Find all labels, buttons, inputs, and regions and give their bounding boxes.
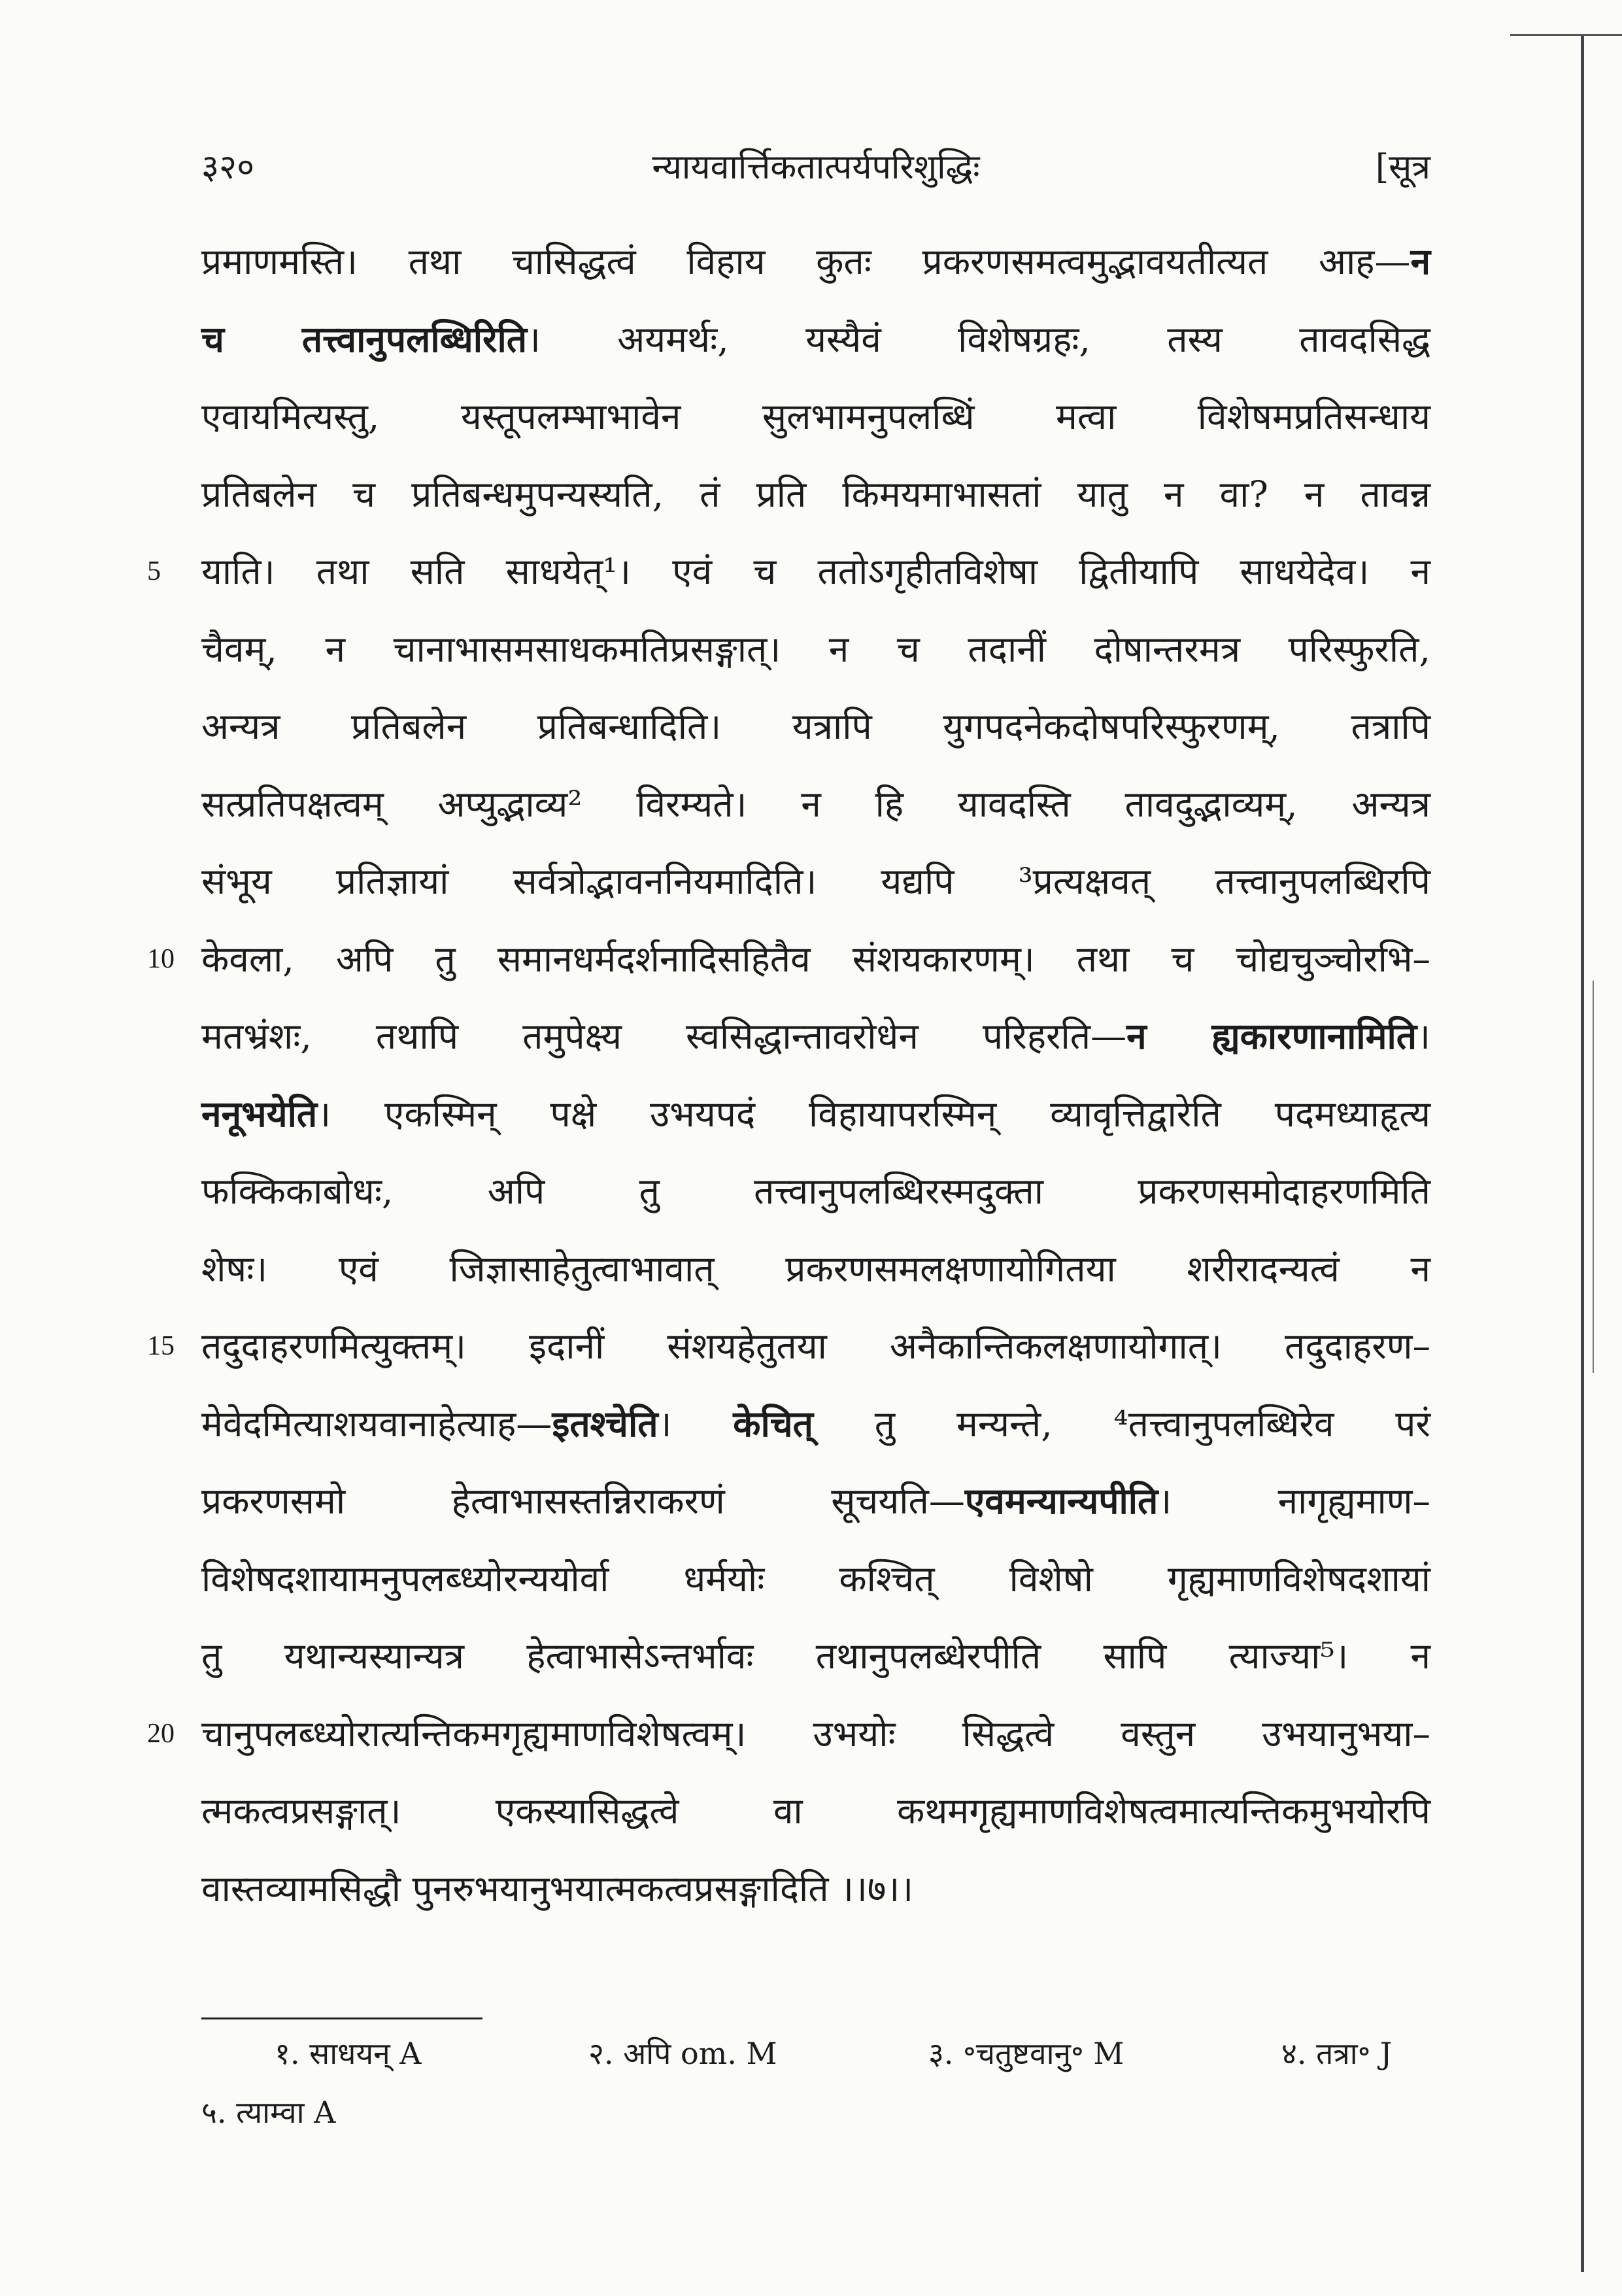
text-run: सत्प्रतिपक्षत्वम् अप्युद्भाव्य² विरम्यते। न हि यावदस्ति तावदुद्भाव्यम्, अन्यत्र xyxy=(201,783,1430,825)
text-run: अन्यत्र प्रतिबलेन प्रतिबन्धादिति। यत्रापि युगपदनेकदोषपरिस्फुरणम्, तत्रापि xyxy=(201,705,1430,747)
footnote-rule xyxy=(201,2017,482,2019)
text-line xyxy=(201,1540,1430,1618)
text-line xyxy=(201,610,1430,688)
text-line xyxy=(201,455,1430,533)
text-run: याति। तथा सति साधयेत्¹। एवं च ततोऽगृहीतविशेषा द्वितीयापि साधयेदेव। न xyxy=(201,550,1431,592)
text-run: वास्तव्यामसिद्धौ पुनरुभयानुभयात्मकत्वप्रसङ्गादिति ।।७।। xyxy=(201,1868,914,1910)
text-line xyxy=(201,1849,1430,1928)
text-line xyxy=(201,687,1430,766)
text-run: केवला, अपि तु समानधर्मदर्शनादिसहितैव संशयकारणम्। तथा च चोद्यचुञ्चोरभि– xyxy=(201,938,1431,980)
text-run: । एकस्मिन् पक्षे उभयपदं विहायापरस्मिन् व्यावृत्तिद्वारेति पदमध्याहृत्य xyxy=(317,1093,1430,1135)
text-line xyxy=(201,997,1430,1075)
text-run: प्रकरणसमो हेत्वाभासस्तन्निराकरणं सूचयति— xyxy=(201,1480,965,1522)
text-line xyxy=(201,1152,1430,1230)
text-run: मतभ्रंशः, तथापि तमुपेक्ष्य स्वसिद्धान्तावरोधेन परिहरति— xyxy=(201,1015,1127,1057)
text-line xyxy=(201,1462,1430,1540)
text-run: । नागृह्यमाण– xyxy=(1158,1480,1431,1522)
text-line xyxy=(201,532,1430,611)
line-number: 10 xyxy=(147,944,175,974)
running-header xyxy=(201,143,1430,195)
text-run: एवायमित्यस्तु, यस्तूपलम्भाभावेन सुलभामनुपलब्धिं मत्वा विशेषमप्रतिसन्धाय xyxy=(201,396,1430,437)
text-run: चैवम्, न चानाभासमसाधकमतिप्रसङ्गात्। न च तदानीं दोषान्तरमत्र परिस्फुरति, xyxy=(201,628,1431,670)
line-number: 5 xyxy=(147,556,161,586)
text-line xyxy=(201,222,1430,301)
text-run: प्रमाणमस्ति। तथा चासिद्धत्वं विहाय कुतः प्रकरणसमत्वमुद्भावयतीत्यत आह— xyxy=(201,241,1411,282)
text-run: तु यथान्यस्यान्यत्र हेत्वाभासेऽन्तर्भावः तथानुपलब्धेरपीति सापि त्याज्या⁵। न xyxy=(201,1635,1431,1677)
bold-lemma: न ह्यकारणानामिति xyxy=(1126,1015,1417,1057)
text-line xyxy=(201,377,1430,456)
text-run: तदुदाहरणमित्युक्तम्। इदानीं संशयहेतुतया अनैकान्तिकलक्षणायोगात्। तदुदाहरण– xyxy=(201,1325,1430,1367)
bold-lemma: एवमन्यान्यपीति xyxy=(964,1479,1158,1522)
text-run: विशेषदशायामनुपलब्ध्योरन्ययोर्वा धर्मयोः कश्चित् विशेषो गृह्यमाणविशेषदशायां xyxy=(201,1558,1431,1600)
text-run: संभूय प्रतिज्ञायां सर्वत्रोद्भावननियमादिति। यद्यपि ³प्रत्यक्षवत् तत्त्वानुपलब्धिरपि xyxy=(201,860,1431,902)
page-number: ३२० xyxy=(201,148,255,187)
footnote-3: ३. ॰चतुष्टवानु॰ M xyxy=(928,2036,1124,2071)
running-title: न्यायवार्त्तिकतात्पर्यपरिशुद्धिः xyxy=(652,148,980,187)
line-number: 15 xyxy=(147,1331,175,1361)
section-mark: [सूत्र xyxy=(1375,148,1430,187)
text-run: प्रतिबलेन च प्रतिबन्धमुपन्यस्यति, तं प्रति किमयमाभासतां यातु न वा? न तावन्न xyxy=(201,473,1430,515)
text-line xyxy=(201,1230,1430,1308)
bold-lemma: ननूभयेति xyxy=(201,1092,318,1135)
text-run: । xyxy=(1417,1015,1430,1057)
footnote-5: ५. त्याम्वा A xyxy=(201,2095,336,2130)
text-line xyxy=(201,1695,1430,1773)
bold-lemma: च तत्त्वानुपलब्धिरिति xyxy=(201,318,528,360)
scan-edge-top xyxy=(1510,34,1622,36)
line-number: 20 xyxy=(147,1719,175,1749)
text-run: शेषः। एवं जिज्ञासाहेतुत्वाभावात् प्रकरणसमलक्षणायोगितया शरीरादन्यत्वं न xyxy=(201,1248,1431,1290)
text-run: चानुपलब्ध्योरात्यन्तिकमगृह्यमाणविशेषत्वम्। उभयोः सिद्धत्वे वस्तुन उभयानुभया– xyxy=(201,1713,1431,1755)
text-line xyxy=(201,1385,1430,1463)
text-line xyxy=(201,1772,1430,1850)
text-run: फक्किकाबोधः, अपि तु तत्त्वानुपलब्धिरस्मदुक्ता प्रकरणसमोदाहरणमिति xyxy=(201,1170,1430,1212)
text-line xyxy=(201,300,1430,379)
text-run: त्मकत्वप्रसङ्गात्। एकस्यासिद्धत्वे वा कथमगृह्यमाणविशेषत्वमात्यन्तिकमुभयोरपि xyxy=(201,1790,1430,1832)
text-run: । xyxy=(658,1403,734,1445)
text-line xyxy=(201,1075,1430,1153)
scan-edge-line xyxy=(1581,36,1584,2272)
bold-lemma: इतश्चेति xyxy=(552,1402,658,1445)
text-line xyxy=(201,765,1430,843)
footnote-1: १. साधयन् A xyxy=(275,2036,422,2071)
scan-edge-line-thin xyxy=(1593,981,1594,1373)
footnote-2: २. अपि om. M xyxy=(588,2036,777,2071)
text-run: मेवेदमित्याशयवानाहेत्याह— xyxy=(201,1403,552,1445)
text-line xyxy=(201,920,1430,998)
bold-lemma: न xyxy=(1410,240,1430,282)
text-line xyxy=(201,1307,1430,1385)
footnote-4: ४. तत्रा॰ J xyxy=(1281,2036,1393,2071)
text-line xyxy=(201,1617,1430,1695)
text-run: । अयमर्थः, यस्यैवं विशेषग्रहः, तस्य तावदसिद्ध xyxy=(527,318,1431,360)
text-run: तु मन्यन्ते, ⁴तत्त्वानुपलब्धिरेव परं xyxy=(813,1403,1431,1445)
bold-lemma: केचित् xyxy=(733,1402,813,1445)
text-line xyxy=(201,842,1430,920)
